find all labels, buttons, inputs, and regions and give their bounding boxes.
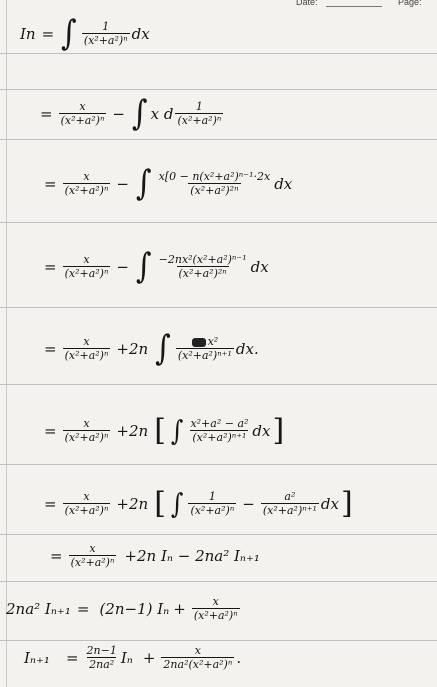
numerator: x [79,100,86,113]
numerator: x [83,170,90,183]
equals-sign: = [65,648,79,667]
numerator: 2n−1 [86,644,117,657]
denominator: 2na² [89,658,115,671]
fraction [82,20,130,47]
numerator: x [83,490,90,503]
fraction [63,253,111,280]
integral-sign: ∫ [155,327,171,369]
denominator: (x²+a²)ⁿ [64,267,109,280]
fraction [188,417,250,444]
equation-line-1 [20,12,150,54]
equation-line-4 [40,245,269,287]
numerator [190,335,221,348]
ruled-line [0,384,437,385]
equals-sign: = [40,104,53,123]
denominator: (x²+a²)ⁿ [190,504,235,517]
ruled-line [0,307,437,308]
ruled-line [0,640,437,641]
equals-sign: = [41,24,55,43]
term: (2n−1) Iₙ [99,599,170,618]
equals-sign: = [76,599,90,618]
ruled-line [0,534,437,535]
ruled-line [0,222,437,223]
denominator: (x²+a²)ⁿ⁺¹ [262,504,317,517]
period: . [236,648,242,667]
integral-sign: ∫ [136,162,152,204]
denominator: 2na²(x²+a²)ⁿ [163,658,233,671]
integral-sign: ∫ [132,92,148,134]
equation-line-10 [24,644,241,671]
minus-sign: − [242,494,255,513]
equation-line-9 [6,595,242,622]
integral-sign: ∫ [170,414,184,447]
denominator: (x²+a²)ⁿ [83,34,128,47]
equals-sign: = [44,257,57,276]
plus-sign: + [142,648,156,667]
equals-sign: = [44,339,57,358]
numerator: x [83,335,90,348]
denominator: (x²+a²)ⁿ [60,114,105,127]
equals-sign: = [50,546,63,565]
differential: dx [252,421,271,440]
equation-line-2 [36,92,225,134]
fraction [188,490,236,517]
denominator: (x²+a²)ⁿ [64,349,109,362]
denominator: (x²+a²)²ⁿ [178,267,227,280]
numerator: x²+a² − a² [190,417,249,430]
page-header [0,0,437,9]
ruled-line [0,581,437,582]
denominator: (x²+a²)ⁿ [64,504,109,517]
differential: dx [274,174,293,193]
fraction [157,170,273,197]
ruled-line [0,89,437,90]
denominator: (x²+a²)²ⁿ [190,184,239,197]
minus-sign: − [116,257,129,276]
numerator-text: x² [207,335,219,348]
denominator: (x²+a²)ⁿ [64,431,109,444]
denominator: (x²+a²)ⁿ [64,184,109,197]
coefficient: +2n [116,421,149,440]
equals-sign: = [44,174,57,193]
numerator: 1 [208,490,216,503]
lhs: Iₙ₊₁ [24,648,50,667]
plus-sign: + [173,599,186,618]
crossed-out-scribble [192,338,206,347]
denominator: (x²+a²)ⁿ [177,114,222,127]
lhs: 2na² Iₙ₊₁ [6,599,71,618]
equation-line-8 [46,542,260,569]
numerator: x [212,595,219,608]
date-blank [326,6,382,7]
fraction [63,417,111,444]
equals-sign: = [44,421,57,440]
numerator: x [83,253,90,266]
date-label: Date: [296,0,318,7]
fraction [63,490,111,517]
equation-line-6 [40,413,286,448]
fraction [161,644,234,671]
page-label: Page: [398,0,422,7]
differential: dx [320,494,339,513]
fraction [59,100,107,127]
fraction [63,335,111,362]
equation-line-7 [40,486,355,521]
integral-sign: ∫ [61,12,77,54]
fraction [261,490,319,517]
denominator: (x²+a²)ⁿ [193,609,238,622]
fraction [85,644,119,671]
numerator: x [194,644,201,657]
denominator: (x²+a²)ⁿ⁺¹ [192,431,247,444]
close-bracket: ] [340,486,353,521]
numerator: 1 [102,20,110,33]
numerator: x [89,542,96,555]
numerator: −2nx²(x²+a²)ⁿ⁻¹ [158,253,247,266]
fraction [69,542,117,569]
minus-sign: − [116,174,129,193]
lhs: In [20,24,36,43]
open-bracket: [ [154,413,166,448]
denominator: (x²+a²)ⁿ⁺¹ [177,349,232,362]
equation-line-3 [40,162,293,204]
ruled-line [0,464,437,465]
differential: dx. [235,339,259,358]
ruled-line [0,139,437,140]
differential: dx [131,24,150,43]
coefficient: +2n [116,339,149,358]
numerator: x [83,417,90,430]
numerator: a² [284,490,296,503]
fraction [175,100,223,127]
fraction [157,253,249,280]
equals-sign: = [44,494,57,513]
close-bracket: ] [272,413,285,448]
open-bracket: [ [154,486,166,521]
coefficient: +2n [116,494,149,513]
numerator: x[0 − n(x²+a²)ⁿ⁻¹·2x [158,170,271,183]
integral-sign: ∫ [136,245,152,287]
differential: dx [250,257,269,276]
term: Iₙ [120,648,133,667]
minus-sign: − [112,104,125,123]
denominator: (x²+a²)ⁿ [70,556,115,569]
expression-tail: +2n Iₙ − 2na² Iₙ₊₁ [124,546,260,565]
term: x d [150,104,174,123]
fraction [176,335,234,362]
fraction [192,595,240,622]
integral-sign: ∫ [170,487,184,520]
left-margin-line [6,0,7,687]
numerator: 1 [195,100,203,113]
fraction [63,170,111,197]
equation-line-5 [40,327,259,369]
